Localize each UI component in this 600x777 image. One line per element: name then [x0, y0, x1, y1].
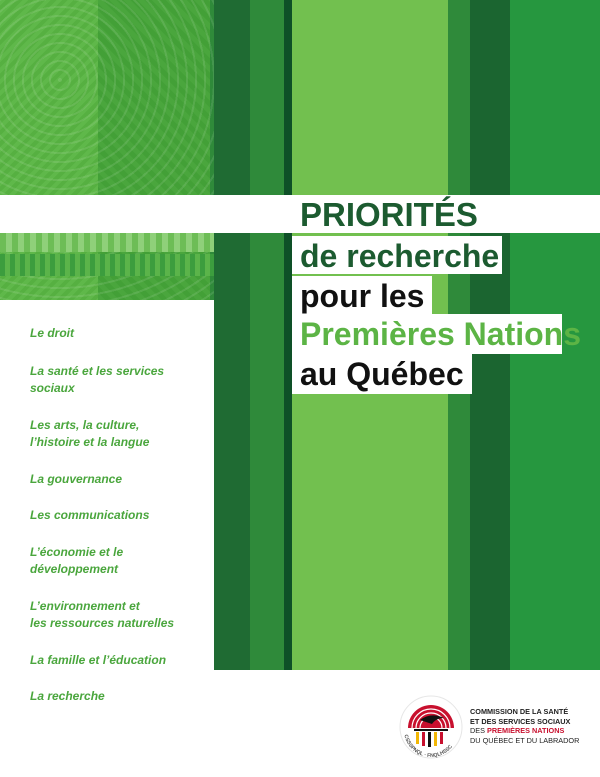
topic-line: Les communications — [30, 508, 150, 522]
topic-line: développement — [30, 562, 119, 576]
topic-line: L’économie et le — [30, 545, 124, 559]
color-stripe — [250, 0, 284, 670]
topic-line: l’histoire et la langue — [30, 435, 150, 449]
org-line: COMMISSION DE LA SANTÉ — [470, 707, 569, 716]
org-line: ET DES SERVICES SOCIAUX — [470, 716, 571, 726]
topic-line: La gouvernance — [30, 472, 123, 486]
topic-item — [30, 417, 149, 451]
title-line-5: au Québec — [300, 356, 464, 392]
color-stripe — [214, 0, 250, 670]
org-prefix: DES — [470, 726, 488, 735]
topic-item — [30, 598, 174, 632]
org-line — [470, 726, 595, 736]
topic-item — [30, 652, 166, 669]
topic-line: L’environnement et — [30, 599, 140, 613]
org-line: DU QUÉBEC ET DU LABRADOR — [470, 735, 580, 745]
topic-line: La santé et les services — [30, 364, 165, 378]
topics-panel — [0, 300, 214, 700]
topic-line: les ressources naturelles — [30, 616, 175, 630]
topic-line: Le droit — [30, 326, 74, 340]
topic-item — [30, 544, 123, 578]
topic-item — [30, 507, 149, 524]
org-highlight: PREMIÈRES NATIONS — [487, 726, 565, 735]
logo-ring-text: CSSSPNQL · FNQLHSSC — [402, 733, 454, 760]
topic-line: Les arts, la culture, — [30, 418, 140, 432]
topic-line: La famille et l’éducation — [30, 653, 167, 667]
topic-line: La recherche — [30, 689, 105, 703]
color-stripe — [284, 0, 292, 670]
title-line-4: Premières Nations — [300, 316, 582, 352]
topic-item — [30, 471, 122, 488]
title-line-1: PRIORITÉS — [300, 196, 478, 233]
topic-item — [30, 363, 164, 397]
topic-item — [30, 688, 105, 705]
topic-line: sociaux — [30, 381, 75, 395]
organization-logo — [398, 694, 464, 760]
organization-name — [470, 707, 595, 745]
title-line-2: de recherche — [300, 238, 500, 274]
title-line-3: pour les — [300, 278, 425, 314]
topic-item — [30, 325, 74, 342]
